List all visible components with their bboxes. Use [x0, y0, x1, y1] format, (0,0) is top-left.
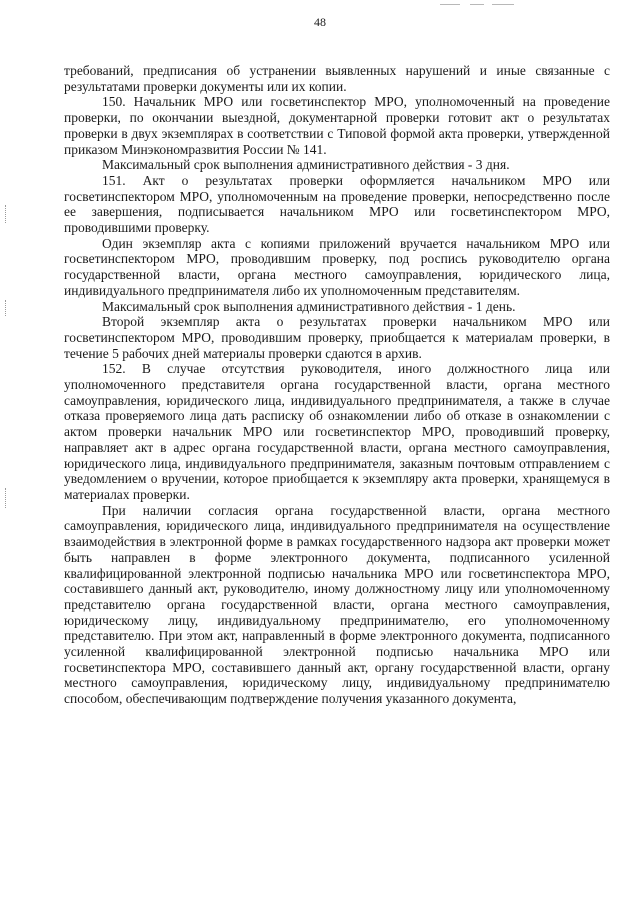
paragraph-152: 152. В случае отсутствия руководителя, иного должностного лица или уполномоченного представителя органа государственной власти, органа местного самоуправления, юридического лица, индивидуального предпринимателя, а также в случае отказа проверяемого лица дать расписку об ознакомлении либо об отказе в ознакомлении с актом проверки начальник МРО или госветинспектор МРО, проводивший проверку, направляет акт в адрес органа государственной власти, органа местного самоуправления, юридического лица, индивидуального предпринимателя, заказным почтовым отправлением с уведомлением о вручении, которое приобщается к экземпляру акта проверки, хранящемуся в материалах проверки.	[64, 361, 610, 502]
paragraph-deadline-3-days: Максимальный срок выполнения административного действия - 3 дня.	[102, 157, 510, 173]
paragraph-151: 151. Акт о результатах проверки оформляется начальником МРО или госветинспектором МРО, уполномоченным на проведение проверки, непосредственно после ее завершения, подписывается начальником МРО или госветинспектором МРО, проводившими проверку.	[64, 172, 610, 236]
scan-artifact-line	[470, 4, 484, 5]
margin-punch-marks	[5, 205, 7, 223]
margin-punch-marks	[5, 300, 7, 316]
paragraph-electronic-form: При наличии согласия органа государственной власти, органа местного самоуправления, юридического лица, индивидуального предпринимателя на осуществление взаимодействия в электронной форме в рамках государственного надзора акт проверки может быть направлен в форме электронного документа, подписанного усиленной квалифицированной электронной подписью начальника МРО или госветинспектора МРО, составившего данный акт, руководителю, иному должностному лицу или уполномоченному представителю органа государственной власти, органа местного самоуправления, юридическому лицу, индивидуальному предпринимателю, его уполномоченному представителю. При этом акт, направленный в форме электронного документа, подписанного усиленной квалифицированной электронной подписью начальника МРО или госветинспектора МРО, составившего данный акт, органу государственной власти, органу местного самоуправления, юридическому лицу, индивидуальному предпринимателю способом, обеспечивающим подтверждение получения указанного документа,	[64, 502, 610, 707]
paragraph-150: 150. Начальник МРО или госветинспектор МРО, уполномоченный на проведение проверки, по окончании выездной, документарной проверки готовит акт о результатах проверки в двух экземплярах в соответствии с Типовой формой акта проверки, утвержденной приказом Минэкономразвития России № 141.	[64, 94, 610, 157]
margin-punch-marks	[5, 488, 7, 508]
scan-artifact-line	[492, 4, 514, 5]
document-body	[64, 63, 610, 707]
scan-artifact-line	[440, 4, 460, 5]
paragraph-second-copy: Второй экземпляр акта о результатах проверки начальником МРО или госветинспектором МРО, проводившим проверку, приобщается к материалам проверки, в течение 5 рабочих дней материалы проверки сдаются в архив.	[64, 314, 610, 361]
paragraph-deadline-1-day: Максимальный срок выполнения административного действия - 1 день.	[102, 298, 516, 314]
paragraph-first-copy: Один экземпляр акта с копиями приложений вручается начальником МРО или госветинспектором МРО, проводившим проверку, под роспись руководителю органа государственной власти, органа местного самоуправления, юридического лица, индивидуального предпринимателя либо их уполномоченным представителям.	[64, 235, 610, 298]
paragraph-continuation: требований, предписания об устранении выявленных нарушений и иные связанные с результатами проверки документы или их копии.	[64, 63, 610, 94]
page-number: 48	[314, 15, 326, 29]
